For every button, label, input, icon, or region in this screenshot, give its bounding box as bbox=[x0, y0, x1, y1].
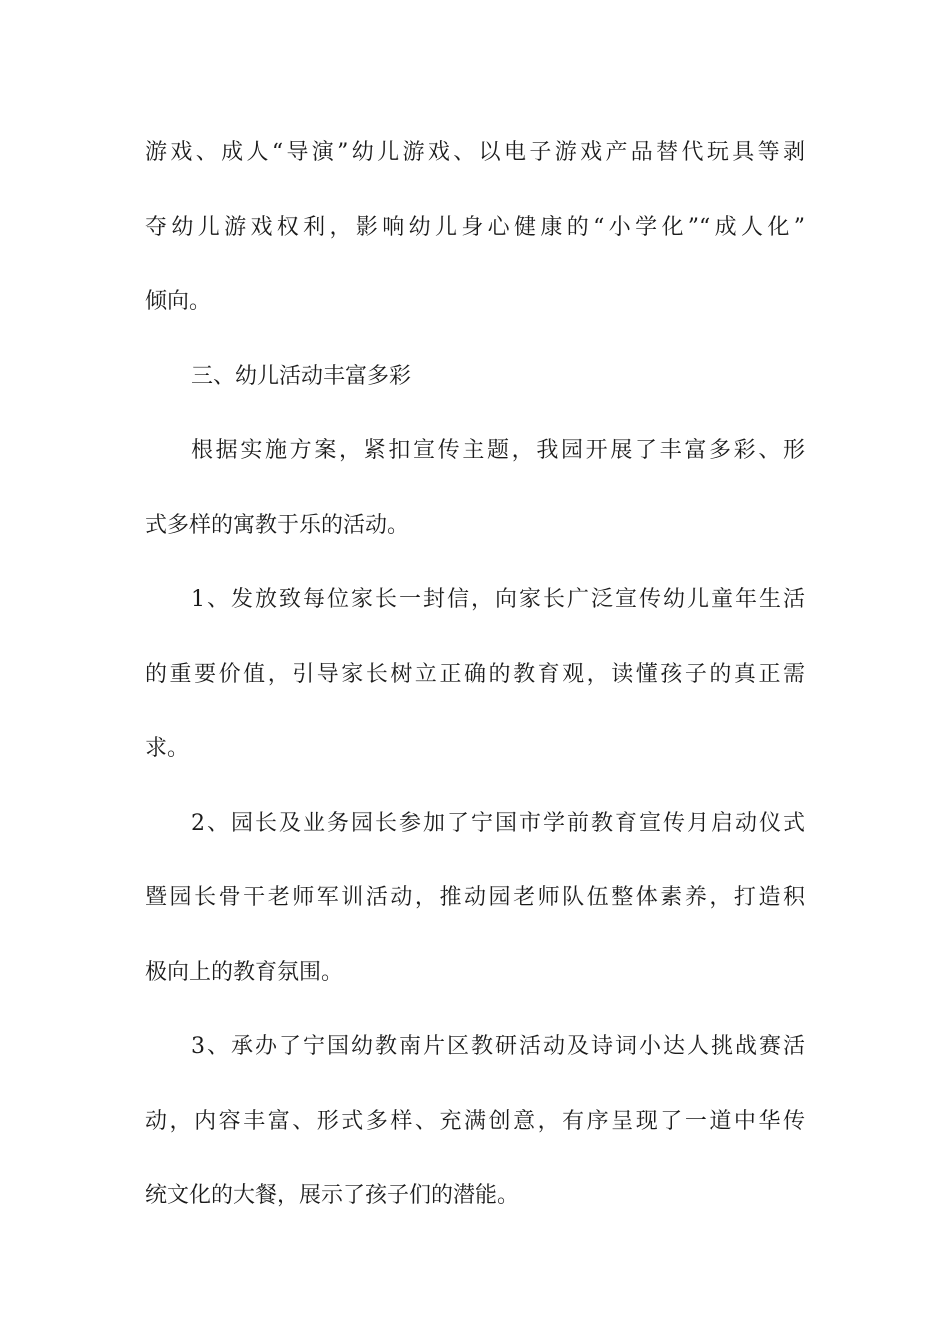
text-line: 式多样的寓教于乐的活动。 bbox=[145, 512, 410, 538]
text-line: 倾向。 bbox=[145, 289, 212, 314]
text-line: 的重要价值，引导家长树立正确的教育观，读懂孩子的真正需 bbox=[145, 661, 805, 687]
document-body bbox=[145, 116, 805, 1234]
text-line: 暨园长骨干老师军训活动，推动园老师队伍整体素养，打造积 bbox=[145, 885, 805, 910]
text-line: 游戏、成人“导演”幼儿游戏、以电子游戏产品替代玩具等剥 bbox=[145, 140, 805, 165]
text-line: 动，内容丰富、形式多样、充满创意，有序呈现了一道中华传 bbox=[145, 1108, 805, 1134]
text-line: 1、发放致每位家长一封信，向家长广泛宣传幼儿童年生活 bbox=[191, 587, 805, 612]
text-line: 3、承办了宁国幼教南片区教研活动及诗词小达人挑战赛活 bbox=[191, 1034, 805, 1059]
text-line: 夺幼儿游戏权利，影响幼儿身心健康的“小学化”“成人化” bbox=[145, 214, 805, 240]
text-line: 2、园长及业务园长参加了宁国市学前教育宣传月启动仪式 bbox=[191, 810, 805, 836]
text-line: 求。 bbox=[145, 736, 190, 761]
text-line: 统文化的大餐，展示了孩子们的潜能。 bbox=[145, 1183, 520, 1208]
text-line: 根据实施方案，紧扣宣传主题，我园开展了丰富多彩、形 bbox=[191, 438, 805, 463]
text-line: 三、幼儿活动丰富多彩 bbox=[191, 363, 412, 389]
text-line: 极向上的教育氛围。 bbox=[145, 959, 344, 985]
